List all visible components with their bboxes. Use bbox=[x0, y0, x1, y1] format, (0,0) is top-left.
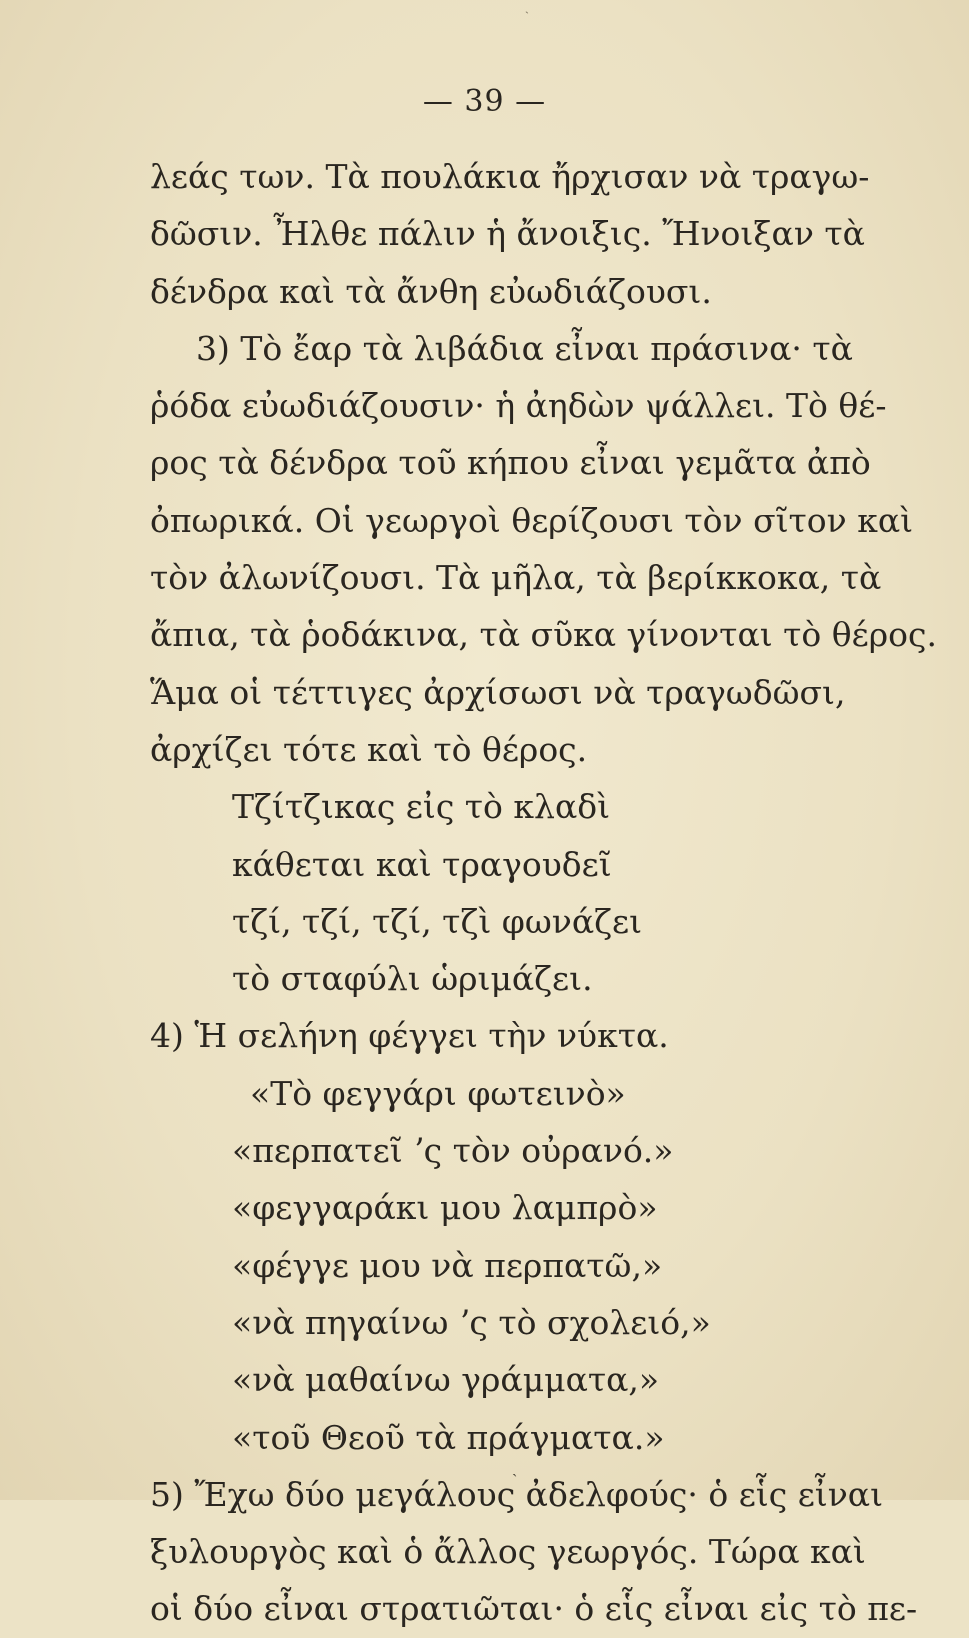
text-line: ἄπια, τὰ ῥοδάκινα, τὰ σῦκα γίνονται τὸ θέρος. bbox=[150, 615, 937, 655]
text-line: ὀπωρικά. Οἱ γεωργοὶ θερίζουσι τὸν σῖτον καὶ bbox=[150, 500, 914, 540]
verse-line: Τζίτζικας εἰς τὸ κλαδὶ bbox=[232, 787, 611, 827]
text-line: 5) Ἔχω δύο μεγάλους ἀδελφούς· ὁ εἷς εἶναι bbox=[150, 1474, 884, 1514]
page-number: — 39 — bbox=[422, 84, 547, 119]
verse-line: «τοῦ Θεοῦ τὰ πράγματα.» bbox=[232, 1417, 665, 1457]
text-line: ῥόδα εὐωδιάζουσιν· ἡ ἀηδὼν ψάλλει. Τὸ θέ- bbox=[150, 386, 887, 426]
text-line: Ἅμα οἱ τέττιγες ἀρχίσωσι νὰ τραγωδῶσι, bbox=[150, 672, 846, 712]
edge-mark: ˎ bbox=[525, 0, 529, 14]
verse-line: κάθεται καὶ τραγουδεῖ bbox=[232, 844, 612, 884]
verse-line: «νὰ μαθαίνω γράμματα,» bbox=[232, 1360, 660, 1400]
text-line: λεάς των. Τὰ πουλάκια ἤρχισαν νὰ τραγω- bbox=[150, 157, 870, 196]
text-line: τὸν ἀλωνίζουσι. Τὰ μῆλα, τὰ βερίκκοκα, τὰ bbox=[150, 558, 882, 598]
verse-line: τὸ σταφύλι ὡριμάζει. bbox=[232, 959, 593, 999]
text-line: ρος τὰ δένδρα τοῦ κήπου εἶναι γεμᾶτα ἀπὸ bbox=[150, 443, 871, 483]
page-text bbox=[150, 148, 937, 1638]
verse-line: τζί, τζί, τζί, τζὶ φωνάζει bbox=[232, 901, 643, 941]
verse-line: «φεγγαράκι μου λαμπρὸ» bbox=[232, 1188, 658, 1228]
text-line: δένδρα καὶ τὰ ἄνθη εὐωδιάζουσι. bbox=[150, 271, 712, 311]
text-line: οἱ δύο εἶναι στρατιῶται· ὁ εἷς εἶναι εἰς τὸ πε- bbox=[150, 1589, 918, 1629]
text-line: ξυλουργὸς καὶ ὁ ἄλλος γεωργός. Τώρα καὶ bbox=[150, 1532, 866, 1572]
verse-line: «Τὸ φεγγάρι φωτεινὸ» bbox=[250, 1073, 626, 1113]
verse-line: «νὰ πηγαίνω ʼς τὸ σχολειό,» bbox=[232, 1302, 711, 1342]
ink-speck: ˎ bbox=[512, 1458, 518, 1477]
text-line: 4) Ἡ σελήνη φέγγει τὴν νύκτα. bbox=[150, 1016, 669, 1056]
verse-line: «φέγγε μου νὰ περπατῶ,» bbox=[232, 1245, 663, 1285]
text-line: ἀρχίζει τότε καὶ τὸ θέρος. bbox=[150, 729, 588, 769]
text-line: δῶσιν. Ἦλθε πάλιν ἡ ἄνοιξις. Ἤνοιξαν τὰ bbox=[150, 214, 865, 254]
text-line: 3) Τὸ ἔαρ τὰ λιβάδια εἶναι πράσινα· τὰ bbox=[196, 328, 853, 368]
verse-line: «περπατεῖ ʼς τὸν οὐρανό.» bbox=[232, 1131, 674, 1171]
